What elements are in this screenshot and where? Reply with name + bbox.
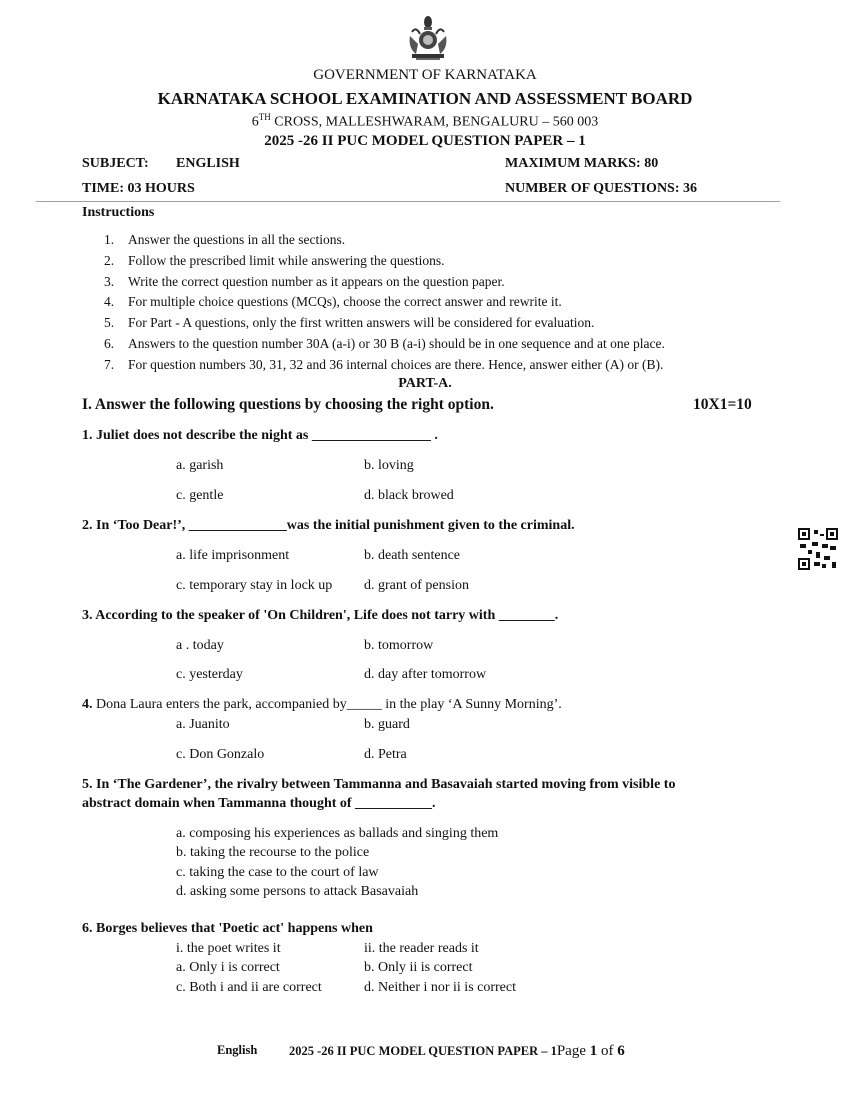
question-3: 3. According to the speaker of 'On Children', Life does not tarry with ________. [82,608,559,623]
question-4: 4. Dona Laura enters the park, accompanied by_____ in the play ‘A Sunny Morning’. [82,697,562,712]
q2-option-b: b. death sentence [364,548,461,563]
q2-option-d: d. grant of pension [364,578,469,593]
instruction-item: 6. Answers to the question number 30A (a-i) or 30 B (a-i) should be in one sequence and at one place. [104,335,665,351]
board-heading: KARNATAKA SCHOOL EXAMINATION AND ASSESSMENT BOARD [157,89,693,108]
footer-subject: English [217,1043,258,1057]
q2-option-a: a. life imprisonment [176,548,290,563]
government-heading: GOVERNMENT OF KARNATAKA [313,67,537,83]
q6-option-d: d. Neither i nor ii is correct [364,980,517,995]
q1-option-c: c. gentle [176,488,224,503]
q4-option-c: c. Don Gonzalo [176,747,265,762]
time-allowed: TIME: 03 HOURS [82,181,195,196]
footer-page-info: 2025 -26 II PUC MODEL QUESTION PAPER – 1Page 1 of 6 [289,1043,625,1059]
section-instruction: I. Answer the following questions by choosing the right option. [82,396,494,413]
subject-label: SUBJECT: [82,156,149,171]
q5-option-b: b. taking the recourse to the police [176,845,370,860]
q2-option-c: c. temporary stay in lock up [176,578,333,593]
q5-option-c: c. taking the case to the court of law [176,865,379,880]
q6-option-a: a. Only i is correct [176,960,280,975]
q3-option-d: d. day after tomorrow [364,667,487,682]
max-marks: MAXIMUM MARKS: 80 [505,156,659,171]
q4-option-b: b. guard [364,717,410,732]
question-2: 2. In ‘Too Dear!’, ______________was the initial punishment given to the criminal. [82,518,575,533]
number-of-questions: NUMBER OF QUESTIONS: 36 [505,181,698,196]
question-5-line-2: abstract domain when Tammanna thought of ___________. [82,796,436,811]
q3-option-a: a . today [176,638,224,653]
q5-option-a: a. composing his experiences as ballads and singing them [176,826,499,841]
q6-statement-i: i. the poet writes it [176,941,281,956]
instruction-item: 3. Write the correct question number as it appears on the question paper. [104,273,505,289]
instruction-item: 1. Answer the questions in all the sections. [104,232,346,247]
q6-option-b: b. Only ii is correct [364,960,473,975]
paper-title: 2025 -26 II PUC MODEL QUESTION PAPER – 1 [264,133,586,149]
instruction-item: 2. Follow the prescribed limit while answering the questions. [104,252,445,268]
q6-statement-ii: ii. the reader reads it [364,941,479,956]
section-marks: 10X1=10 [693,396,752,413]
q1-option-b: b. loving [364,458,414,473]
q1-option-d: d. black browed [364,488,454,503]
question-1: 1. Juliet does not describe the night as _________________ . [82,428,438,443]
board-address: 6TH CROSS, MALLESHWARAM, BENGALURU – 560 003 [251,112,599,130]
q6-option-c: c. Both i and ii are correct [176,980,322,995]
state-emblem-icon [404,14,452,62]
instructions-title: Instructions [82,205,155,220]
q1-option-a: a. garish [176,458,224,473]
instruction-item: 7. For question numbers 30, 31, 32 and 36 internal choices are there. Hence, answer either (A) or (B). [104,356,664,372]
part-a-heading: PART-A. [398,376,452,391]
instruction-item: 4. For multiple choice questions (MCQs), choose the correct answer and rewrite it. [104,294,562,310]
q4-option-d: d. Petra [364,747,407,762]
instructions-list [104,230,665,376]
instruction-item: 5. For Part - A questions, only the first written answers will be considered for evaluation. [104,315,595,331]
qr-code-icon [798,528,838,570]
q5-option-d: d. asking some persons to attack Basavaiah [176,884,419,899]
header-divider [36,201,780,202]
question-5: 5. In ‘The Gardener’, the rivalry between Tammanna and Basavaiah started moving from visible to [82,777,676,792]
q3-option-c: c. yesterday [176,667,243,682]
q3-option-b: b. tomorrow [364,638,434,653]
q4-option-a: a. Juanito [176,717,230,732]
subject-value: ENGLISH [176,156,240,171]
question-6: 6. Borges believes that 'Poetic act' happens when [82,921,373,936]
